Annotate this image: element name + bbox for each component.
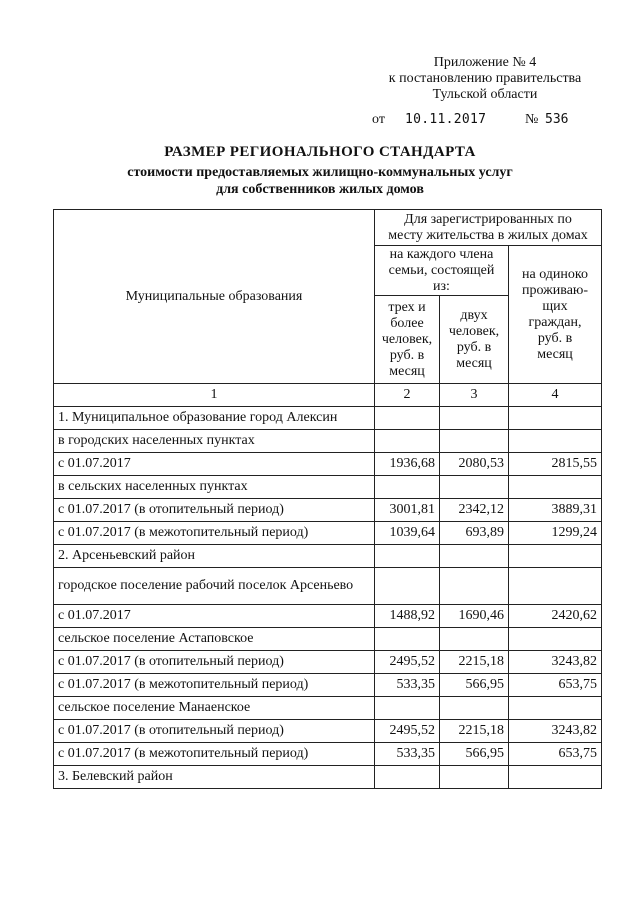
value-single xyxy=(509,697,602,720)
value-two-persons: 566,95 xyxy=(440,674,509,697)
value-single: 1299,24 xyxy=(509,522,602,545)
value-three-persons: 1488,92 xyxy=(375,605,440,628)
column-number-row xyxy=(54,384,602,407)
value-two-persons: 693,89 xyxy=(440,522,509,545)
table-row xyxy=(54,568,602,605)
row-label: с 01.07.2017 (в отопительный период) xyxy=(54,499,375,522)
header-three-persons xyxy=(375,296,440,384)
row-label: 3. Белевский район xyxy=(54,766,375,789)
table-row xyxy=(54,766,602,789)
number-sign: № xyxy=(525,112,539,127)
header-three-line2: более xyxy=(390,315,424,331)
value-single xyxy=(509,407,602,430)
value-three-persons xyxy=(375,697,440,720)
value-single: 2420,62 xyxy=(509,605,602,628)
header-single-line2: проживаю- xyxy=(521,282,589,298)
row-label: городское поселение рабочий поселок Арсеньево xyxy=(54,568,375,605)
table-row xyxy=(54,651,602,674)
resolution-date: 10.11.2017 xyxy=(405,112,487,127)
value-three-persons xyxy=(375,476,440,499)
document-subtitle-line2: для собственников жилых домов xyxy=(216,182,424,197)
value-two-persons xyxy=(440,430,509,453)
header-single xyxy=(509,246,602,384)
value-single: 653,75 xyxy=(509,743,602,766)
row-label: с 01.07.2017 (в межотопительный период) xyxy=(54,743,375,766)
value-two-persons: 2080,53 xyxy=(440,453,509,476)
appendix-title: Приложение № 4 xyxy=(433,55,537,70)
value-single xyxy=(509,568,602,605)
table-row xyxy=(54,545,602,568)
header-registered-line1: Для зарегистрированных по xyxy=(404,211,572,227)
value-three-persons xyxy=(375,545,440,568)
header-each-member xyxy=(375,246,509,296)
header-each-member-line2: семьи, состоящей xyxy=(388,262,495,278)
value-single: 2815,55 xyxy=(509,453,602,476)
header-two-line3: руб. в xyxy=(456,339,492,355)
header-single-line3: щих xyxy=(542,298,568,314)
value-single xyxy=(509,430,602,453)
table-row xyxy=(54,628,602,651)
value-two-persons xyxy=(440,407,509,430)
value-three-persons: 3001,81 xyxy=(375,499,440,522)
value-three-persons xyxy=(375,568,440,605)
value-three-persons: 2495,52 xyxy=(375,720,440,743)
column-number: 1 xyxy=(54,384,375,407)
header-three-line3: человек, xyxy=(381,331,433,347)
header-three-line1: трех и xyxy=(388,299,426,315)
value-two-persons xyxy=(440,697,509,720)
column-number: 3 xyxy=(440,384,509,407)
value-single: 3243,82 xyxy=(509,720,602,743)
appendix-block xyxy=(360,55,610,103)
document-subtitle-line1: стоимости предоставляемых жилищно-коммунальных услуг xyxy=(127,165,513,180)
header-each-member-line1: на каждого члена xyxy=(389,246,494,262)
table-row xyxy=(54,476,602,499)
resolution-number: 536 xyxy=(545,112,569,127)
header-single-line5: руб. в xyxy=(537,330,573,346)
row-label: сельское поселение Астаповское xyxy=(54,628,375,651)
value-single xyxy=(509,766,602,789)
header-two-line4: месяц xyxy=(456,355,492,371)
value-single xyxy=(509,628,602,651)
header-two-line2: человек, xyxy=(448,323,500,339)
value-three-persons: 1039,64 xyxy=(375,522,440,545)
row-label: с 01.07.2017 (в межотопительный период) xyxy=(54,522,375,545)
value-single: 653,75 xyxy=(509,674,602,697)
value-three-persons: 1936,68 xyxy=(375,453,440,476)
value-three-persons xyxy=(375,430,440,453)
header-three-line5: месяц xyxy=(389,363,425,379)
row-label: 1. Муниципальное образование город Алексин xyxy=(54,407,375,430)
value-single: 3243,82 xyxy=(509,651,602,674)
row-label: с 01.07.2017 xyxy=(54,453,375,476)
column-number: 4 xyxy=(509,384,602,407)
value-two-persons: 2215,18 xyxy=(440,651,509,674)
value-single: 3889,31 xyxy=(509,499,602,522)
row-label: с 01.07.2017 (в межотопительный период) xyxy=(54,674,375,697)
appendix-resolution: к постановлению правительства xyxy=(388,71,582,86)
table-row xyxy=(54,453,602,476)
standard-table xyxy=(53,209,602,789)
value-two-persons xyxy=(440,545,509,568)
row-label: с 01.07.2017 xyxy=(54,605,375,628)
value-single xyxy=(509,476,602,499)
document-title: РАЗМЕР РЕГИОНАЛЬНОГО СТАНДАРТА xyxy=(164,144,476,160)
header-three-line4: руб. в xyxy=(389,347,425,363)
row-label: с 01.07.2017 (в отопительный период) xyxy=(54,651,375,674)
value-single xyxy=(509,545,602,568)
value-three-persons xyxy=(375,628,440,651)
row-label: 2. Арсеньевский район xyxy=(54,545,375,568)
table-row xyxy=(54,499,602,522)
header-single-line1: на одиноко xyxy=(522,266,589,282)
value-two-persons xyxy=(440,476,509,499)
value-two-persons: 1690,46 xyxy=(440,605,509,628)
value-three-persons: 533,35 xyxy=(375,743,440,766)
row-label: сельское поселение Манаенское xyxy=(54,697,375,720)
value-three-persons: 2495,52 xyxy=(375,651,440,674)
table-row xyxy=(54,407,602,430)
appendix-region: Тульской области xyxy=(432,87,538,102)
header-registered xyxy=(375,210,602,246)
value-two-persons xyxy=(440,568,509,605)
table-row xyxy=(54,697,602,720)
header-two-persons xyxy=(440,296,509,384)
header-registered-line2: месту жительства в жилых домах xyxy=(388,227,588,243)
value-three-persons: 533,35 xyxy=(375,674,440,697)
value-two-persons: 566,95 xyxy=(440,743,509,766)
row-label: в городских населенных пунктах xyxy=(54,430,375,453)
value-three-persons xyxy=(375,766,440,789)
header-two-line1: двух xyxy=(460,307,488,323)
value-two-persons: 2215,18 xyxy=(440,720,509,743)
value-two-persons xyxy=(440,766,509,789)
value-two-persons xyxy=(440,628,509,651)
date-prefix: от xyxy=(372,112,385,127)
table-row xyxy=(54,743,602,766)
value-two-persons: 2342,12 xyxy=(440,499,509,522)
header-municipal: Муниципальные образования xyxy=(54,210,375,384)
table-row xyxy=(54,720,602,743)
row-label: в сельских населенных пунктах xyxy=(54,476,375,499)
row-label: с 01.07.2017 (в отопительный период) xyxy=(54,720,375,743)
header-each-member-line3: из: xyxy=(433,278,450,294)
column-number: 2 xyxy=(375,384,440,407)
header-single-line6: месяц xyxy=(537,346,573,362)
table-row xyxy=(54,605,602,628)
table-row xyxy=(54,674,602,697)
value-three-persons xyxy=(375,407,440,430)
header-single-line4: граждан, xyxy=(528,314,582,330)
table-row xyxy=(54,430,602,453)
table-row xyxy=(54,522,602,545)
